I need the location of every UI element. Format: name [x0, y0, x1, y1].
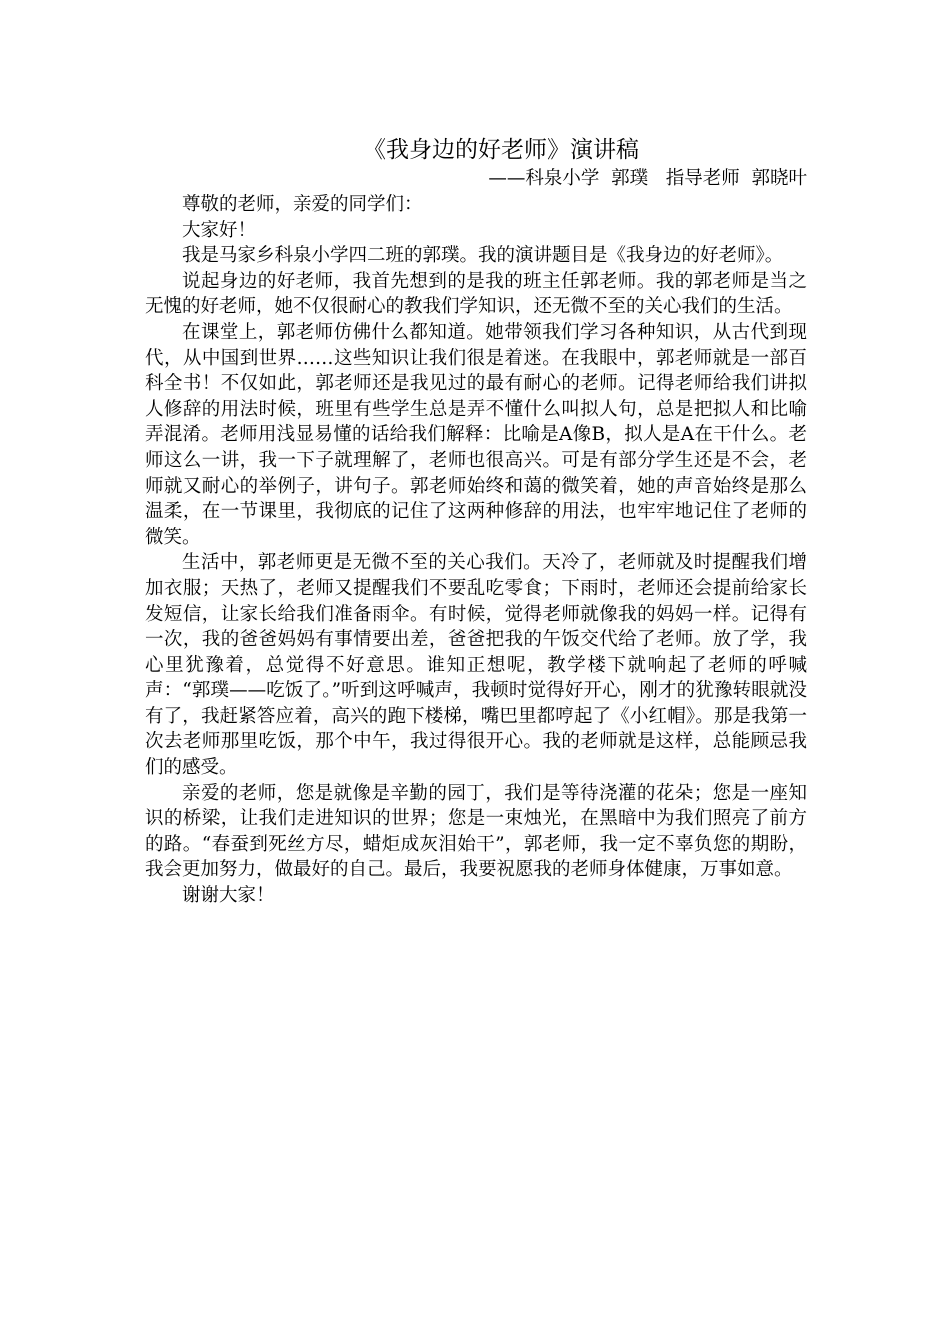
salutation: 尊敬的老师，亲爱的同学们： [182, 194, 423, 215]
paragraph-intro: 我是马家乡科泉小学四二班的郭璞。我的演讲题目是《我身边的好老师》。 [182, 245, 784, 267]
paragraph-tribute: 亲爱的老师，您是就像是辛勤的园丁，我们是等待浇灌的花朵；您是一座知识的桥梁，让我们走进知识的世界；您是一束烛光，在黑暗中为我们照亮了前方的路。“春蚕到死丝方尽，蜡炬成灰泪始干”，郭老师，我一定不辜负您的期盼，我会更加努力，做最好的自己。最后，我要祝愿我的老师身体健康，万事如意。 [145, 782, 807, 881]
paragraph-life: 生活中，郭老师更是无微不至的关心我们。天冷了，老师就及时提醒我们增加衣服；天热了，老师又提醒我们不要乱吃零食；下雨时，老师还会提前给家长发短信，让家长给我们准备雨伞。有时候，觉得老师就像我的妈妈一样。记得有一次，我的爸爸妈妈有事情要出差，爸爸把我的午饭交代给了老师。放了学，我心里犹豫着，总觉得不好意思。谁知正想呢，教学楼下就响起了老师的呼喊声：“郭璞——吃饭了。”听到这呼喊声，我顿时觉得好开心，刚才的犹豫转眼就没有了，我赶紧答应着，高兴的跑下楼梯，嘴巴里都哼起了《小红帽》。那是我第一次去老师那里吃饭，那个中午，我过得很开心。我的老师就是这样，总能顾忌我们的感受。 [145, 552, 807, 779]
greeting: 大家好！ [182, 219, 257, 241]
speech-document [145, 134, 807, 909]
closing-thanks: 谢谢大家！ [182, 885, 275, 907]
paragraph-teacher: 说起身边的好老师，我首先想到的是我的班主任郭老师。我的郭老师是当之无愧的好老师，她不仅很耐心的教我们学知识，还无微不至的关心我们的生活。 [145, 270, 807, 318]
author-byline: ——科泉小学 郭璞 指导老师 郭晓叶 [488, 168, 807, 189]
paragraph-classroom: 在课堂上，郭老师仿佛什么都知道。她带领我们学习各种知识，从古代到现代，从中国到世界……这些知识让我们很是着迷。在我眼中，郭老师就是一部百科全书！不仅如此，郭老师还是我见过的最有耐心的老师。记得老师给我们讲拟人修辞的用法时候，班里有些学生总是弄不懂什么叫拟人句，总是把拟人和比喻弄混淆。老师用浅显易懂的话给我们解释：比喻是A像B，拟人是A在干什么。老师这么一讲，我一下子就理解了，老师也很高兴。可是有部分学生还是不会，老师就又耐心的举例子，讲句子。郭老师始终和蔼的微笑着，她的声音始终是那么温柔，在一节课里，我彻底的记住了这两种修辞的用法，也牢牢地记住了老师的微笑。 [145, 321, 807, 548]
document-title: 《我身边的好老师》演讲稿 [363, 137, 639, 163]
